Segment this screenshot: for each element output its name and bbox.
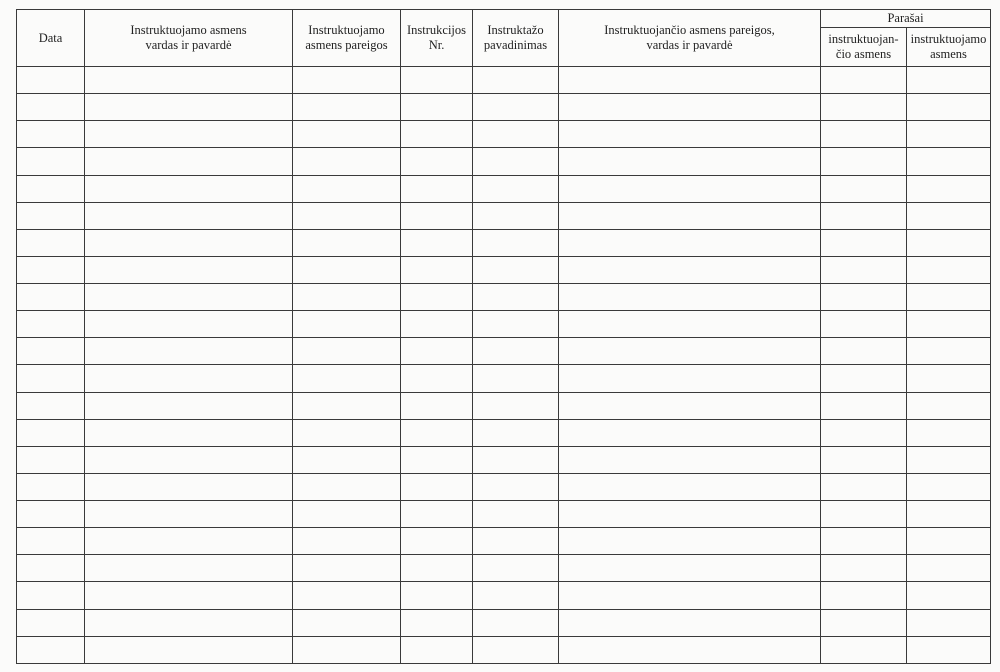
cell-date[interactable]: [17, 256, 85, 283]
cell-instructor[interactable]: [559, 284, 821, 311]
cell-signature-instructor[interactable]: [821, 609, 907, 636]
cell-signature-instructor[interactable]: [821, 284, 907, 311]
cell-signature-instructor[interactable]: [821, 473, 907, 500]
cell-date[interactable]: [17, 555, 85, 582]
cell-signature-instructor[interactable]: [821, 94, 907, 121]
cell-date[interactable]: [17, 609, 85, 636]
cell-instruction-number[interactable]: [401, 121, 473, 148]
cell-name[interactable]: [85, 609, 293, 636]
cell-instruction-number[interactable]: [401, 555, 473, 582]
cell-position[interactable]: [293, 148, 401, 175]
cell-position[interactable]: [293, 202, 401, 229]
header-briefing-title: Instruktažo pavadinimas: [473, 10, 559, 67]
cell-position[interactable]: [293, 473, 401, 500]
cell-signature-instructor[interactable]: [821, 175, 907, 202]
cell-name[interactable]: [85, 365, 293, 392]
cell-signature-instructor[interactable]: [821, 229, 907, 256]
cell-name[interactable]: [85, 582, 293, 609]
cell-instructor[interactable]: [559, 609, 821, 636]
cell-instruction-number[interactable]: [401, 528, 473, 555]
cell-briefing-title[interactable]: [473, 609, 559, 636]
cell-position[interactable]: [293, 636, 401, 663]
table-row: [17, 609, 991, 636]
cell-date[interactable]: [17, 473, 85, 500]
cell-instruction-number[interactable]: [401, 473, 473, 500]
table-row: [17, 528, 991, 555]
table-row: [17, 229, 991, 256]
cell-instruction-number[interactable]: [401, 501, 473, 528]
table-row: [17, 256, 991, 283]
cell-instructor[interactable]: [559, 419, 821, 446]
cell-date[interactable]: [17, 392, 85, 419]
cell-instruction-number[interactable]: [401, 284, 473, 311]
cell-name[interactable]: [85, 229, 293, 256]
cell-briefing-title[interactable]: [473, 528, 559, 555]
cell-briefing-title[interactable]: [473, 555, 559, 582]
cell-name[interactable]: [85, 121, 293, 148]
cell-name[interactable]: [85, 148, 293, 175]
cell-instruction-number[interactable]: [401, 256, 473, 283]
cell-name[interactable]: [85, 446, 293, 473]
table-row: [17, 365, 991, 392]
cell-position[interactable]: [293, 94, 401, 121]
cell-instructor[interactable]: [559, 256, 821, 283]
cell-briefing-title[interactable]: [473, 121, 559, 148]
cell-instructor[interactable]: [559, 473, 821, 500]
cell-instruction-number[interactable]: [401, 582, 473, 609]
cell-name[interactable]: [85, 256, 293, 283]
cell-instruction-number[interactable]: [401, 94, 473, 121]
briefing-log-table: [16, 9, 991, 664]
table-row: [17, 419, 991, 446]
cell-signature-instructor[interactable]: [821, 365, 907, 392]
cell-position[interactable]: [293, 67, 401, 94]
cell-date[interactable]: [17, 636, 85, 663]
cell-position[interactable]: [293, 338, 401, 365]
cell-instruction-number[interactable]: [401, 148, 473, 175]
cell-briefing-title[interactable]: [473, 338, 559, 365]
cell-name[interactable]: [85, 202, 293, 229]
cell-position[interactable]: [293, 446, 401, 473]
cell-instructor[interactable]: [559, 392, 821, 419]
cell-briefing-title[interactable]: [473, 175, 559, 202]
cell-signature-instructed[interactable]: [907, 94, 991, 121]
cell-briefing-title[interactable]: [473, 582, 559, 609]
cell-position[interactable]: [293, 175, 401, 202]
cell-signature-instructed[interactable]: [907, 446, 991, 473]
cell-signature-instructor[interactable]: [821, 67, 907, 94]
cell-signature-instructor[interactable]: [821, 528, 907, 555]
cell-name[interactable]: [85, 528, 293, 555]
cell-signature-instructor[interactable]: [821, 202, 907, 229]
cell-instructor[interactable]: [559, 365, 821, 392]
cell-name[interactable]: [85, 94, 293, 121]
cell-briefing-title[interactable]: [473, 256, 559, 283]
cell-signature-instructor[interactable]: [821, 338, 907, 365]
cell-instruction-number[interactable]: [401, 67, 473, 94]
cell-signature-instructed[interactable]: [907, 148, 991, 175]
cell-date[interactable]: [17, 202, 85, 229]
cell-position[interactable]: [293, 284, 401, 311]
cell-signature-instructor[interactable]: [821, 446, 907, 473]
header-signature-instructor: instruktuojan- čio asmens: [821, 28, 907, 67]
cell-briefing-title[interactable]: [473, 365, 559, 392]
cell-signature-instructor[interactable]: [821, 582, 907, 609]
cell-instructor[interactable]: [559, 94, 821, 121]
header-instruction-number: Instrukcijos Nr.: [401, 10, 473, 67]
header-instructor: Instruktuojančio asmens pareigos, vardas ir pavardė: [559, 10, 821, 67]
cell-signature-instructor[interactable]: [821, 392, 907, 419]
cell-briefing-title[interactable]: [473, 392, 559, 419]
cell-instructor[interactable]: [559, 121, 821, 148]
cell-date[interactable]: [17, 419, 85, 446]
cell-briefing-title[interactable]: [473, 229, 559, 256]
cell-instruction-number[interactable]: [401, 392, 473, 419]
table-row: [17, 392, 991, 419]
cell-date[interactable]: [17, 229, 85, 256]
cell-instructor[interactable]: [559, 175, 821, 202]
cell-briefing-title[interactable]: [473, 446, 559, 473]
header-position: Instruktuojamo asmens pareigos: [293, 10, 401, 67]
cell-briefing-title[interactable]: [473, 67, 559, 94]
table-row: [17, 501, 991, 528]
cell-briefing-title[interactable]: [473, 473, 559, 500]
cell-briefing-title[interactable]: [473, 636, 559, 663]
cell-instructor[interactable]: [559, 229, 821, 256]
cell-date[interactable]: [17, 501, 85, 528]
header-date: Data: [17, 10, 85, 67]
cell-signature-instructed[interactable]: [907, 528, 991, 555]
cell-signature-instructed[interactable]: [907, 609, 991, 636]
cell-position[interactable]: [293, 528, 401, 555]
cell-instruction-number[interactable]: [401, 446, 473, 473]
cell-position[interactable]: [293, 121, 401, 148]
cell-signature-instructed[interactable]: [907, 473, 991, 500]
cell-signature-instructor[interactable]: [821, 636, 907, 663]
cell-instruction-number[interactable]: [401, 419, 473, 446]
cell-date[interactable]: [17, 148, 85, 175]
cell-signature-instructor[interactable]: [821, 419, 907, 446]
cell-instructor[interactable]: [559, 582, 821, 609]
cell-signature-instructor[interactable]: [821, 121, 907, 148]
table-row: [17, 67, 991, 94]
cell-position[interactable]: [293, 609, 401, 636]
cell-instruction-number[interactable]: [401, 311, 473, 338]
cell-instruction-number[interactable]: [401, 636, 473, 663]
cell-date[interactable]: [17, 365, 85, 392]
cell-briefing-title[interactable]: [473, 311, 559, 338]
cell-date[interactable]: [17, 67, 85, 94]
table-row: [17, 636, 991, 663]
table-row: [17, 555, 991, 582]
table-row: [17, 473, 991, 500]
cell-instructor[interactable]: [559, 67, 821, 94]
cell-name[interactable]: [85, 311, 293, 338]
cell-name[interactable]: [85, 473, 293, 500]
cell-name[interactable]: [85, 555, 293, 582]
table-row: [17, 338, 991, 365]
cell-signature-instructed[interactable]: [907, 419, 991, 446]
cell-briefing-title[interactable]: [473, 284, 559, 311]
cell-name[interactable]: [85, 636, 293, 663]
cell-instructor[interactable]: [559, 202, 821, 229]
cell-signature-instructed[interactable]: [907, 392, 991, 419]
header-signature-instructed: instruktuojamo asmens: [907, 28, 991, 67]
header-name: Instruktuojamo asmens vardas ir pavardė: [85, 10, 293, 67]
cell-signature-instructed[interactable]: [907, 365, 991, 392]
cell-date[interactable]: [17, 121, 85, 148]
cell-name[interactable]: [85, 175, 293, 202]
cell-briefing-title[interactable]: [473, 501, 559, 528]
cell-signature-instructed[interactable]: [907, 175, 991, 202]
cell-position[interactable]: [293, 419, 401, 446]
cell-instructor[interactable]: [559, 555, 821, 582]
table-row: [17, 148, 991, 175]
cell-name[interactable]: [85, 419, 293, 446]
cell-position[interactable]: [293, 501, 401, 528]
cell-signature-instructor[interactable]: [821, 256, 907, 283]
cell-instructor[interactable]: [559, 311, 821, 338]
cell-name[interactable]: [85, 392, 293, 419]
cell-instruction-number[interactable]: [401, 338, 473, 365]
table-row: [17, 311, 991, 338]
cell-position[interactable]: [293, 256, 401, 283]
cell-position[interactable]: [293, 582, 401, 609]
table-row: [17, 121, 991, 148]
cell-instructor[interactable]: [559, 636, 821, 663]
cell-signature-instructed[interactable]: [907, 256, 991, 283]
table-row: [17, 202, 991, 229]
cell-date[interactable]: [17, 582, 85, 609]
cell-signature-instructed[interactable]: [907, 121, 991, 148]
cell-date[interactable]: [17, 446, 85, 473]
table-row: [17, 175, 991, 202]
cell-signature-instructed[interactable]: [907, 338, 991, 365]
cell-signature-instructed[interactable]: [907, 284, 991, 311]
cell-signature-instructor[interactable]: [821, 501, 907, 528]
cell-position[interactable]: [293, 311, 401, 338]
cell-signature-instructed[interactable]: [907, 555, 991, 582]
cell-briefing-title[interactable]: [473, 419, 559, 446]
cell-signature-instructor[interactable]: [821, 311, 907, 338]
cell-signature-instructed[interactable]: [907, 67, 991, 94]
cell-signature-instructed[interactable]: [907, 501, 991, 528]
cell-signature-instructed[interactable]: [907, 229, 991, 256]
cell-instruction-number[interactable]: [401, 202, 473, 229]
cell-date[interactable]: [17, 311, 85, 338]
cell-briefing-title[interactable]: [473, 202, 559, 229]
cell-briefing-title[interactable]: [473, 94, 559, 121]
cell-date[interactable]: [17, 528, 85, 555]
cell-instructor[interactable]: [559, 148, 821, 175]
cell-signature-instructor[interactable]: [821, 555, 907, 582]
table-row: [17, 446, 991, 473]
cell-instructor[interactable]: [559, 446, 821, 473]
cell-date[interactable]: [17, 284, 85, 311]
cell-instruction-number[interactable]: [401, 229, 473, 256]
table-body: [17, 67, 991, 664]
cell-position[interactable]: [293, 229, 401, 256]
cell-signature-instructor[interactable]: [821, 148, 907, 175]
cell-name[interactable]: [85, 284, 293, 311]
cell-position[interactable]: [293, 392, 401, 419]
table-row: [17, 284, 991, 311]
cell-instruction-number[interactable]: [401, 365, 473, 392]
cell-signature-instructed[interactable]: [907, 202, 991, 229]
table-row: [17, 94, 991, 121]
cell-position[interactable]: [293, 365, 401, 392]
cell-date[interactable]: [17, 94, 85, 121]
cell-instruction-number[interactable]: [401, 609, 473, 636]
cell-briefing-title[interactable]: [473, 148, 559, 175]
cell-name[interactable]: [85, 338, 293, 365]
cell-position[interactable]: [293, 555, 401, 582]
cell-signature-instructed[interactable]: [907, 311, 991, 338]
cell-instructor[interactable]: [559, 528, 821, 555]
cell-name[interactable]: [85, 501, 293, 528]
cell-instructor[interactable]: [559, 338, 821, 365]
table-row: [17, 582, 991, 609]
header-signatures: Parašai: [821, 10, 991, 28]
cell-signature-instructed[interactable]: [907, 636, 991, 663]
cell-name[interactable]: [85, 67, 293, 94]
cell-date[interactable]: [17, 175, 85, 202]
cell-signature-instructed[interactable]: [907, 582, 991, 609]
cell-instructor[interactable]: [559, 501, 821, 528]
cell-date[interactable]: [17, 338, 85, 365]
cell-instruction-number[interactable]: [401, 175, 473, 202]
